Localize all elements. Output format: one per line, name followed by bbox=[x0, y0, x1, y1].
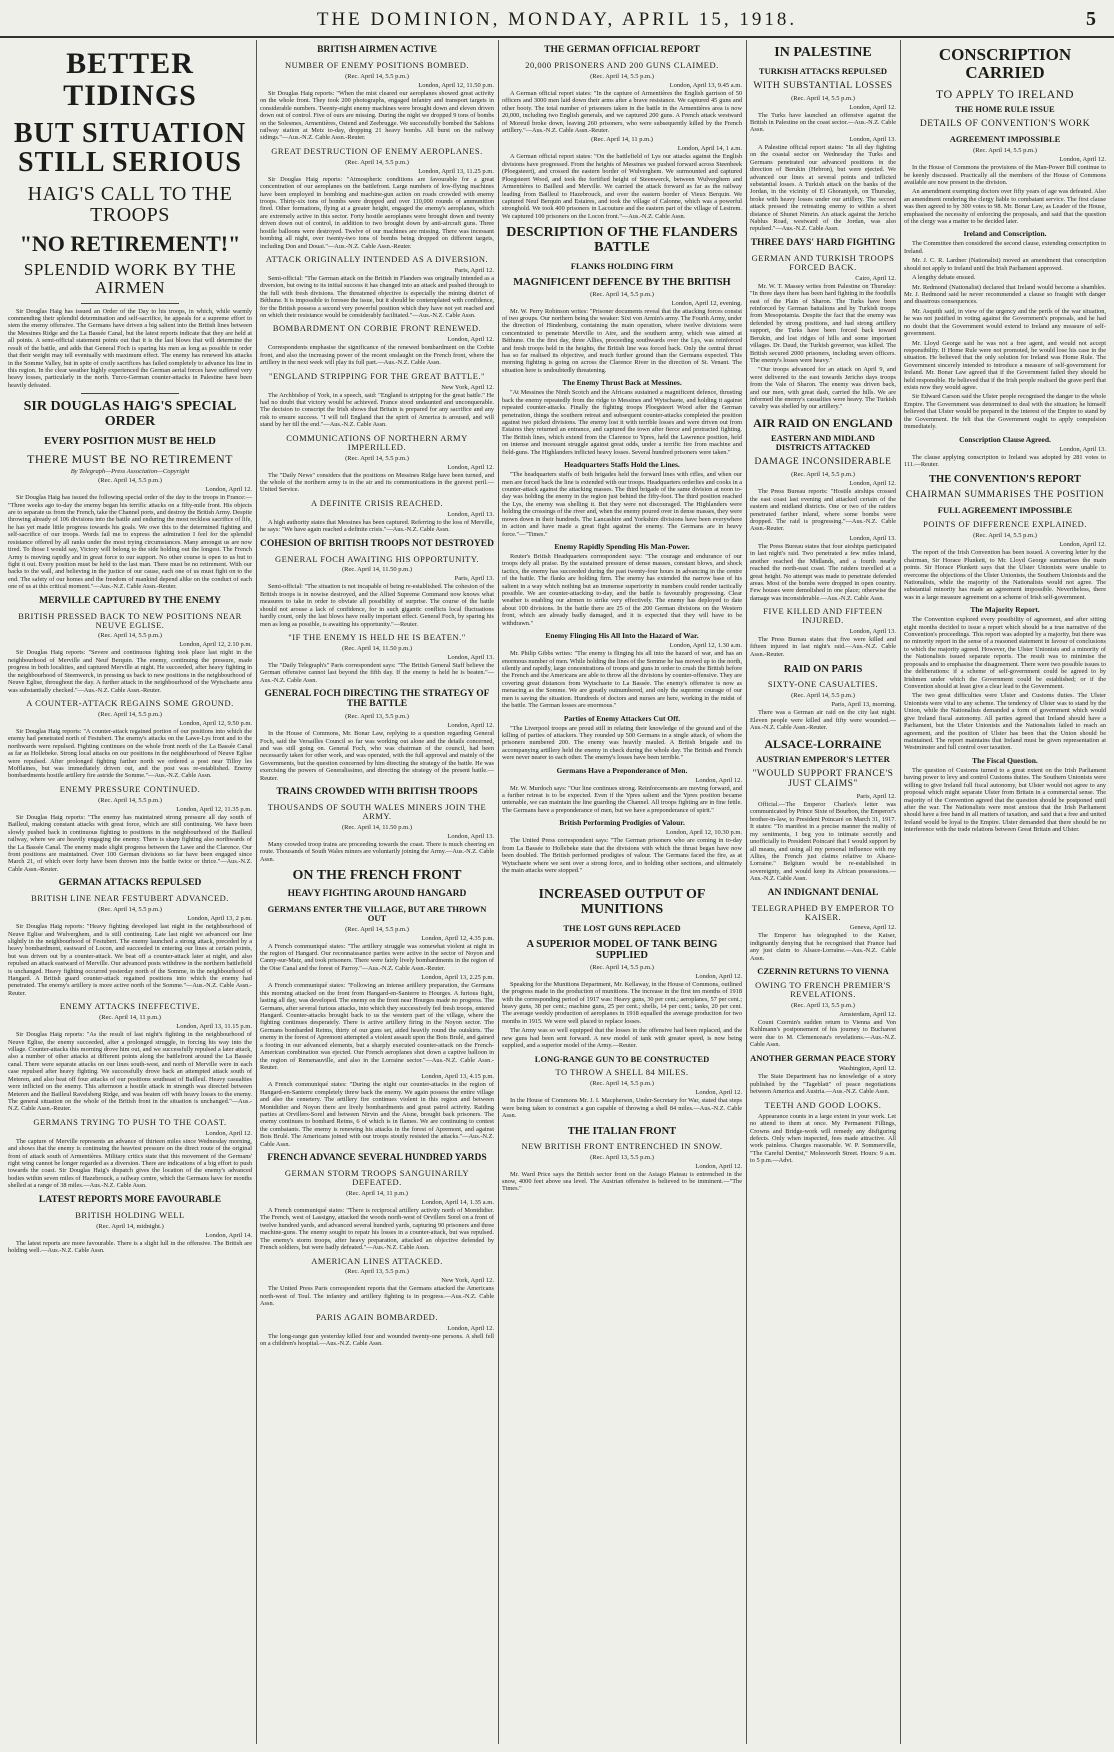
divider bbox=[81, 393, 179, 394]
article-body: "The Liverpool troops are proud still in relating their knowledge of the ground and of the killing of parties of attackers. They rounded up 500 Germans in a single attack, of whom the prisoners numbered 200. The enemy was heavily mauled. A British brigade and its accompanying artillery held the enemy in check during the whole day. The British and French were never nearer to each other. The enemy's losses have been terrible." bbox=[502, 724, 742, 762]
article-body: Sir Douglas Haig has issued the following special order of the day to the troops in France:— "Three weeks ago to-day the enemy began his terrific attacks on a fifty-mile front. His objects are to separate us from the French, take the Channel ports, and destroy the British Army. Despite throwing already of 106 divisions into the battle and enduring the most reckless sacrifice of life, he has yet made little progress towards his goals. We owe this to the determined fighting and self-sacrifice of our troops. Words fail me to express the admiration I feel for the splendid resistance offered by all ranks under the most trying circumstances. Many amongst us are now tired. To those I would say, Victory will belong to the side holding out the longest. The French Army is moving rapidly and in great force to our support. No other course is open to us but to fight it out. Every position must be held to the last man. There must be no retirement. With our backs to the wall, and believing in the justice of our cause, each one of us must fight on to the end. The safety of our homes and the freedom of mankind depend alike on the conduct of each one of us at this critical moment."—Aus.-N.Z. Cable Assn.-Reuter. bbox=[8, 494, 252, 591]
article-body: The capture of Merville represents an advance of thirteen miles since Wednesday morning, and shows that the enemy is continuing the heaviest pressure on the direct route of the original front of attack south of Armentières. Military critics state that this movement of the Germans' right wing cannot be longer regarded as a diversion. There are indications of a big effort to push towards the coast. Sir Douglas Haig's dispatch gives the location of the enemy's advanced bodies within seven miles of Hazebrouck, a railway centre, which the Germans have for months shelled at a range of 38 miles.—Aus.-N.Z. Cable Assn. bbox=[8, 1137, 252, 1190]
received-date: (Rec. April 14, 11 p.m.) bbox=[99, 1014, 161, 1022]
headline-communications: COMMUNICATIONS OF NORTHERN ARMY IMPERILLED. bbox=[286, 432, 468, 452]
received-date: (Rec. April 14, midnight.) bbox=[96, 1222, 164, 1230]
subhead-revelations: OWING TO FRENCH PREMIER'S REVELATIONS. bbox=[755, 980, 891, 999]
dateline: London, April 12. bbox=[205, 1129, 252, 1137]
received-date: (Rec. April 14, 5.5 p.m.) bbox=[345, 925, 409, 933]
headline-definite-crisis: A DEFINITE CRISIS REACHED. bbox=[310, 497, 443, 508]
article-body: "At Messines the Ninth Scotch and the Africans sustained a magnificent defence, thrusting back the enemy repeatedly from the ridge to Messines and Wytschaete, and holding it against repeated counter-attacks. Finally the fighting troops Ploegsteert Wood after the German penetration, things the southern retreat and subsequent counter-attacks completed the position against two picked divisions. The enemy lost it with terrible losses and were driven out from Estaires they returned an entrance, and captured the town after fierce and protracted fighting. The British lines, which extend from the Clarence to Ypres, held the Lawrence position, held on intense and incessant struggle against great odds, under a terrific fire from machine and field-guns. The Highlanders inflicted heavy losses. Several hundred prisoners were taken." bbox=[502, 389, 742, 456]
article-body: "The headquarters staffs of both brigades held the forward lines with rifles, and when our men are forced back the line is extended with our troops. Headquarters orderlies and cooks in a counter-attack against the attacking masses. The third brigade of the same division at noon to-day was holding the enemy in the region just behind the fifty-foot. The third position reached the Lys, the enemy was shelling it. But they were not discouraged. The Highlanders were holding the crossings of the river and, when the enemy poured over in dense masses, they were mown down in their hundreds. The Lancashire and Yorkshire divisions have been everywhere in action and have made a great fight against the enemy. The Germans are in heavy force."—"Times." bbox=[502, 471, 742, 538]
dateline: Washington, April 12. bbox=[838, 1065, 896, 1073]
article-body: Count Czernin's sudden return to Vienna and Von Kuhlmann's postponement of his journey to Bucharest were due to M. Clemenceau's revelations.—Aus.-N.Z. Cable Assn. bbox=[750, 1018, 896, 1049]
article-body: A French communiqué states: "There is reciprocal artillery activity north of Montdidier. The French, west of Lassigny, attacked the woods north-west of Orvillers Sorel on a front of twelve hundred yards, and advanced several hundred yards, capturing 90 prisoners and three machine-guns. The enemy sought to repair his losses in a counter-attack, but was repulsed. The enemy's storm troops, after heavy preparation, attacked an objective defended by French soldiers, but were badly defeated."—Aus.-N.Z. Cable Assn. bbox=[260, 1206, 494, 1252]
article-body: The "Daily Telegraph's" Paris correspondent says: "The British General Staff believe the German offensive cannot last beyond the fifth day. If the enemy is held he is beaten."—Aus.-N.Z. Cable Assn. bbox=[260, 661, 494, 684]
subhead-snow: NEW BRITISH FRONT ENTRENCHED IN SNOW. bbox=[521, 1140, 723, 1151]
article-body: Mr. J. C. R. Lardner (Nationalist) moved an amendment that conscription should not apply to Ireland until the Irish Parliament approved. bbox=[904, 257, 1106, 272]
dateline: London, April 12. bbox=[1059, 541, 1106, 549]
received-date: (Rec. April 13, 5.5 p.m.) bbox=[590, 1153, 654, 1161]
headline-foch-strategy: GENERAL FOCH DIRECTING THE STRATEGY OF THE BATTLE bbox=[264, 689, 490, 710]
article-body: A French communiqué states: "The artillery struggle was somewhat violent at night in the region of Hangard. Our reconnaissance parties were active in the sector of Noyon and Canny-sur-Matz, and took prisoners. There were fairly lively bombardments in the region of the Oise Canal and the forest of Parroy."—Aus.-N.Z. Cable Assn.-Reuter. bbox=[260, 942, 494, 972]
headline-air-raid: AIR RAID ON ENGLAND bbox=[753, 415, 893, 430]
article-body: Semi-official: "The German attack on the British in Flanders was originally intended as a diversion, but owing to its initial success it has changed into an attack and pushed through to the full with fresh divisions. The threatened objective is especially the mining district of Béthune. It is impossible to foresee the issue, but it should be contemplated with confidence, for the British possess a second very powerful position which they have not yet reached and on which their resistance would be considerably facilitated."—Aus.-N.Z. Cable Assn. bbox=[260, 274, 494, 320]
received-date: (Rec. April 13, 5.5 p.m.) bbox=[345, 1268, 409, 1276]
subhead-foch-awaiting: GENERAL FOCH AWAITING HIS OPPORTUNITY. bbox=[274, 553, 480, 564]
headline-flanders-battle: DESCRIPTION OF THE FLANDERS BATTLE bbox=[506, 225, 738, 255]
column-1 bbox=[8, 40, 252, 1744]
subhead-flanks-firm: FLANKS HOLDING FIRM bbox=[570, 260, 674, 271]
dateline: Amsterdam, April 12. bbox=[839, 1010, 896, 1018]
headline-german-official: THE GERMAN OFFICIAL REPORT bbox=[544, 45, 700, 55]
article-body: The long-range gun yesterday killed four and wounded twenty-one persons. A shell fell on a children's hospital.—Aus.-N.Z. Cable Assn. bbox=[260, 1332, 494, 1348]
dateline: London, April 12, 10.30 p.m. bbox=[665, 829, 742, 837]
headline-long-range-gun: LONG-RANGE GUN TO BE CONSTRUCTED bbox=[534, 1053, 710, 1064]
received-date: (Rec. April 14, 5.5 p.m.) bbox=[791, 94, 855, 102]
dateline: London, April 13, 2.25 p.m. bbox=[421, 974, 494, 982]
subhead-positions-bombed: NUMBER OF ENEMY POSITIONS BOMBED. bbox=[284, 59, 470, 70]
headline-enemy-pressure: ENEMY PRESSURE CONTINUED. bbox=[59, 783, 201, 794]
headline-latest-reports: LATEST REPORTS MORE FAVOURABLE bbox=[38, 1194, 222, 1205]
article-body: The Army was so well equipped that the losses in the offensive had been replaced, and the new guns had been sent forward. A new model of tank with greater speed, is now being supplied, and a superior model of the Army.—Reuter. bbox=[502, 1027, 742, 1050]
headline-german-attacks-repulsed: GERMAN ATTACKS REPULSED bbox=[58, 878, 202, 889]
headline-peace-story: ANOTHER GERMAN PEACE STORY bbox=[750, 1052, 896, 1063]
column-5 bbox=[904, 40, 1106, 1744]
dateline: London, April 13. bbox=[849, 628, 896, 636]
subhead-84-miles: TO THROW A SHELL 84 MILES. bbox=[555, 1067, 689, 1078]
subhead-storm-troops: GERMAN STORM TROOPS SANGUINARILY DEFEATED. bbox=[284, 1168, 470, 1188]
column-4 bbox=[750, 40, 896, 1744]
subhead-districts-attacked: EASTERN AND MIDLAND DISTRICTS ATTACKED bbox=[771, 433, 875, 453]
headline-five-killed: FIVE KILLED AND FIFTEEN INJURED. bbox=[763, 606, 883, 626]
dateline: London, April 12. bbox=[695, 776, 742, 784]
received-date: (Rec. April 14, 5.5 p.m.) bbox=[98, 796, 162, 804]
article-body: Many crowded troop trains are proceeding towards the coast. There is much cheering en route. Thousands of South Wales miners are voluntarily joining the Army.—Aus.-N.Z. Cable Assn. bbox=[260, 840, 494, 863]
article-body: The Press Bureau reports: "Hostile airships crossed the east coast last evening and attacked certain of the eastern and midland districts. One or two of the raiders penetrated farther inland, where some bombs were dropped. The raid is progressing."—Aus.-N.Z. Cable Assn.-Reuter. bbox=[750, 488, 896, 533]
received-date: (Rec. April 14, 5.5 p.m.) bbox=[98, 906, 162, 914]
subhead-points-difference: POINTS OF DIFFERENCE EXPLAINED. bbox=[923, 519, 1087, 530]
headline-czernin: CZERNIN RETURNS TO VIENNA bbox=[757, 966, 889, 977]
section-subhead: Headquarters Staffs Hold the Lines. bbox=[564, 460, 680, 470]
article-body: Mr. Asquith said, in view of the urgency and the perils of the war situation, he was not justified in voting against the Government's proposals, and he had no doubt that the Government would extend to Ireland any measure of self-government. bbox=[904, 307, 1106, 338]
article-summary: Sir Douglas Haig has issued an Order of the Day to his troops, in which, while warmly commending their splendid determination and self-sacrifice, he appeals for a supreme effort to stem the enemy offensive. The Germans have driven a big salient into the British lines between the Messines Ridge and the La Bassée Canal, but the latest reports indicate that they are held at all points. A semi-official statement points out that it is the last blows that will determine the result of the battle, and adds that General Foch is sparing his men as long as possible in order that their weight may tell eventually with maximum effect. The enemy has renewed his attacks in the Somme Valley, but in spite of costly sacrifices has failed completely to advance his line in this region. In the clear weather highly experienced the German aerial forces have suffered very heavy losses, particularly in the north. Turco-German counter-attacks in Palestine have been heavily defeated. bbox=[8, 307, 252, 389]
subhead-every-position: EVERY POSITION MUST BE HELD bbox=[44, 435, 216, 447]
article-body: The question of Customs turned to a great extent on the Irish Parliament having power to levy and control Customs duties. The Southern Unionists were willing to give Ireland full fiscal autonomy, but Ulster would not agree to any proposal which might separate Ulster from Britain in a commercial sense. The majority of the Convention agreed that the question should be postponed until after the war. The Nationalists were most anxious that the Irish Parliament should have a free hand in all matters of taxation, and said that a free and united Ireland would be loyal to the Empire. Ulster demanded that there should be no interference with the trade relations between Great Britain and Ulster. bbox=[904, 766, 1106, 834]
dateline: Cairo, April 12. bbox=[855, 274, 896, 282]
dateline: London, April 13, 9.45 a.m. bbox=[669, 81, 742, 89]
received-date: (Rec. April 13, 5.5 p.m.) bbox=[345, 713, 409, 721]
column-2 bbox=[260, 40, 494, 1744]
headline-indignant-denial: AN INDIGNANT DENIAL bbox=[767, 887, 879, 898]
subhead-no-retirement: THERE MUST BE NO RETIREMENT bbox=[27, 451, 233, 466]
headline-raid-paris: RAID ON PARIS bbox=[783, 664, 863, 676]
dateline: London, April 12. bbox=[695, 1089, 742, 1097]
headline-italian-front: THE ITALIAN FRONT bbox=[567, 1125, 677, 1137]
dateline: London, April 12, 2.10 p.m. bbox=[179, 641, 252, 649]
article-body: Mr. W. Murdoch says: "Our line continues strong. Reinforcements are moving forward, and a further retreat is to be expected. Even if the Ypres salient and the Ypres position became untenable, we can maintain the line guarding the Channel. All troops fighting are in fine fettle. The Germans have a preponderance of men, but we have a preponderance of spirit." bbox=[502, 784, 742, 814]
article-body: Correspondents emphasise the significance of the renewed bombardment on the Corbie front, and also the increasing power of the recent onslaught on the French front, where the artillery in the next week will play its full part.—Aus.-N.Z. Cable Assn. bbox=[260, 344, 494, 367]
headline-alsace-lorraine: ALSACE-LORRAINE bbox=[764, 736, 882, 751]
received-date: (Rec. April 14, 11 p.m.) bbox=[346, 1189, 408, 1197]
dateline: London, April 12. bbox=[447, 463, 494, 471]
section-subhead: Parties of Enemy Attackers Cut Off. bbox=[563, 713, 681, 723]
dateline: London, April 12, evening. bbox=[671, 299, 742, 307]
article-body: In the House of Commons, Mr. Bonar Law, replying to a question regarding General Foch, said the Versailles Council so far was working out alone and the details concerned, and was still going on. General Foch, who was chairman of the council, had been necessarily taken for other work, and was operated, with the full approval and mainly of the Governments, but the question concerned by him directing the strategy of the battle. He was exercising the powers of Generalissimo, and directing the strategy of the present battle.—Reuter. bbox=[260, 730, 494, 782]
received-date: (Rec. April 14, 5.5 p.m.) bbox=[345, 158, 409, 166]
page-number: 5 bbox=[1086, 8, 1096, 30]
subhead-chairman: CHAIRMAN SUMMARISES THE POSITION bbox=[905, 490, 1105, 501]
dateline: London, April 12. bbox=[447, 722, 494, 730]
article-body: The Press Bureau states that five were killed and fifteen injured in last night's raid.—Aus.-N.Z. Cable Assn.-Reuter. bbox=[750, 636, 896, 658]
dateline: London, April 12. bbox=[1059, 156, 1106, 164]
advertisement-body: Appearance counts in a large extent in your work. Let no attend to them at once. My Permanent Fillings, Crowns and Bridge-work will remedy any disfiguring defects. Only when inspected, fees made attractive. All work painless. Charges reasonable. W. P. Sommerville, "The Careful Dentist," Molesworth Street. Hours: 9 a.m. to 5 p.m.—Advt. bbox=[750, 1112, 896, 1165]
subhead-full-agreement: FULL AGREEMENT IMPOSSIBLE bbox=[937, 505, 1073, 516]
headline-french-advance: FRENCH ADVANCE SEVERAL HUNDRED YARDS bbox=[267, 1153, 487, 1164]
article-body: The Emperor has telegraphed to the Kaiser, indignantly denying that he recognised that France had any just claim to Alsace-Lorraine.—Aus.-N.Z. Cable Assn. bbox=[750, 932, 896, 962]
section-subhead: The Fiscal Question. bbox=[972, 755, 1038, 765]
subhead-convention-work: DETAILS OF CONVENTION'S WORK bbox=[919, 119, 1091, 130]
received-date: (Rec. April 14, 5.5 p.m.) bbox=[98, 477, 162, 485]
section-subhead: Germans Have a Preponderance of Men. bbox=[556, 765, 688, 775]
received-date: (Rec. April 14, 5.5 p.m.) bbox=[98, 710, 162, 718]
subhead-casualties: SIXTY-ONE CASUALTIES. bbox=[767, 679, 879, 690]
dateline: London, April 12. bbox=[695, 972, 742, 980]
subhead-magnificent-defence: MAGNIFICENT DEFENCE BY THE BRITISH bbox=[513, 276, 731, 288]
subhead-village-entered: GERMANS ENTER THE VILLAGE, BUT ARE THROWN OUT bbox=[267, 903, 487, 923]
dateline: London, April 13. bbox=[447, 832, 494, 840]
article-body: The Press Bureau states that four airships participated in last night's raid. Two penetrated a few miles inland, another reached the Midlands, and a fourth nearly reached the north-east coast. The raiders travelled at a great height. No attempt was made to penetrate defended areas. Most of the bombs were dropped in open country. Few houses were demolished in one place; otherwise the damage was inconsiderable.—Aus.-N.Z. Cable Assn. bbox=[750, 542, 896, 602]
article-body: The two great difficulties were Ulster and Customs duties. The Ulster Unionists were vital to any scheme. The tendency of Ulster was to stand by the Union, while the Nationalists demanded a form of government which would give Ireland fiscal autonomy. All parties agreed that Ireland should have a Parliament, but the Ulster Unionists and the Nationalists failed to reach an agreement, and the position of Ulster has been that the Union should be maintained. The report maintains that Ireland must be given representation at Westminster and full control over taxation. bbox=[904, 692, 1106, 752]
subhead-just-claims: "WOULD SUPPORT FRANCE'S JUST CLAIMS" bbox=[752, 769, 894, 789]
column-rule bbox=[746, 40, 747, 1744]
subhead-hangard: HEAVY FIGHTING AROUND HANGARD bbox=[287, 888, 467, 899]
headline-corbie: BOMBARDMENT ON CORBIE FRONT RENEWED. bbox=[272, 323, 482, 334]
column-3 bbox=[502, 40, 742, 1744]
article-body: Sir Douglas Haig reports: "As the result of last night's fighting in the neighbourhood of Neuve Eglise, the enemy succeeded, after a prolonged struggle, in forcing his way into the village. Counter-attacks this morning drove him out, and we successfully repulsed a later attack, also a number of other attacks at different points along the battlefront around the La Bassée canal. There were separate attacks on our lines south-west, and north of Merville were in each case repulsed after heavy fighting. We successfully drove back an attempted attack south of Meteren, and also beat off four attacks of our positions southeast of Bailleul. Heavy casualties were inflicted on the enemy. This afternoon a hostile attack in strength was directed between Meteren and the Bailleul Ravelsberg Ridge, and was beaten off with heavy losses to the enemy. The general situation on the whole of the British front in the situation is unchanged."—Aus.-N.Z. Cable Assn.-Reuter. bbox=[8, 1031, 252, 1113]
dateline: London, April 14, 1.35 a.m. bbox=[421, 1198, 494, 1206]
headline-palestine: IN PALESTINE bbox=[774, 45, 872, 60]
dateline: Paris, April 12. bbox=[454, 266, 494, 274]
received-date: (Rec. April 14, 5.5 p.m.) bbox=[345, 454, 409, 462]
received-date: (Rec. April 14, 11.50 p.m.) bbox=[342, 566, 412, 574]
article-body: A high authority states that Messines has been captured. Referring to the loss of Merville, he says: "We have again reached a definite crisis."—Aus.-N.Z. Cable Assn. bbox=[260, 518, 494, 534]
dateline: London, April 13, 4.15 p.m. bbox=[421, 1073, 494, 1081]
dateline: London, April 12. bbox=[695, 1162, 742, 1170]
headline-american-lines: AMERICAN LINES ATTACKED. bbox=[311, 1255, 443, 1266]
byline: By Telegraph—Press Association—Copyright bbox=[70, 468, 190, 476]
dateline: Paris, April 12. bbox=[856, 792, 896, 800]
article-body: Official.—The Emperor Charles's letter was communicated by Prince Sixte of Bourbon, the Emperor's brother-in-law, to President Poincaré on March 31, 1917. It states: "To manifest in a precise manner the reality of my sentiments, I beg you to intimate secretly and unofficially to President Poincaré that I would support by all means, and using all my personal influence with my Allies, the French just claims relative to Alsace-Lorraine." Belgium would be re-established in sovereignty, and would keep its African possessions.—Aus.-N.Z. Cable Assn. bbox=[750, 800, 896, 883]
dateline: New York, April 12. bbox=[441, 1277, 494, 1285]
article-body: The report of the Irish Convention has been issued. A covering letter by the chairman, Sir Horace Plunkett, to Mr. Lloyd George summarises the main points. Sir Horace Plunkett says that the Ulster Unionists were unable to overcome the objections of the Ulster Unionists, the Southern Unionists and the Nationalists, while the majority of the Nationalists would not agree. The substantial minority has made an agreement impossible. Nevertheless, there was in a large measure agreement on a scheme of Irish self-government. bbox=[904, 549, 1106, 601]
headline-advertisement: TEETH AND GOOD LOOKS. bbox=[764, 1099, 882, 1110]
dateline: London, April 12, 1.30 a.m. bbox=[669, 642, 742, 650]
subhead-forced-back: GERMAN AND TURKISH TROOPS FORCED BACK. bbox=[751, 252, 895, 272]
dateline: London, April 13. bbox=[447, 510, 494, 518]
headline-haigs-call: HAIG'S CALL TO THE TROOPS bbox=[27, 182, 233, 226]
article-body: Sir Douglas Haig reports: "Atmospheric conditions are favourable for a great concentration of our aeroplanes on the battlefront. Large numbers of low-flying machines have been employed in bombing and machine-gun action on roads crowded with enemy troops. Thirty-six tons of bombs were dropped and over 110,000 rounds of ammunition fired. Other formations, flying at a greater height, engaged the enemy's aeroplanes, which are extremely active in this sector. Forty hostile aeroplanes were brought down and twenty driven down out of control, in addition to two brought down by anti-aircraft guns. Three hostile balloons were destroyed. Twelve of our machines are missing. There was incessant bombing all night, over twenty-two tons of bombs being dropped on different targets, including Don and Douai."—Aus.-N.Z. Cable Assn.-Reuter. bbox=[260, 175, 494, 250]
dateline: London, April 14, 1 a.m. bbox=[677, 145, 742, 153]
dateline: London, April 12. bbox=[849, 480, 896, 488]
subhead-holding-well: BRITISH HOLDING WELL bbox=[75, 1209, 185, 1220]
article-body: Sir Douglas Haig reports: "Heavy fighting developed last night in the neighbourhood of Neuve Eglise and Wulverghem, and is still continuing. Late last night we advanced our line slightly in the neighbourhood of Festubert. The enemy launched a strong attack, preceded by a heavy bombardment, eastward of Locon, and succeeded in entering our lines at certain points, but was driven out by a counter-attack. We beat off a counter-attack later at night, and also repulsed an attack eastward of Merville. Our advanced posts withdrew in the northern battlefield is unchanged. Heavy fighting occurred yesterday north of the Somme, in the neighbourhood of Hangard. A British guard counter-attack regained positions into which the enemy had penetrated. The enemy's artillery is more active north of the Somme."—Aus.-N.Z. Cable Assn.-Reuter. bbox=[8, 923, 252, 997]
subhead-emperors-letter: AUSTRIAN EMPEROR'S LETTER bbox=[756, 754, 890, 765]
article-body: The Convention explored every possibility of agreement, and after sitting eight months decided to issue a report which should be a true narrative of the Convention's proceedings. This report was adopted by a majority, but there was no minority report in the sense of a reasoned statement in favour of conclusions to which the majority agreed. However, the Ulster Unionists and a minority of the Nationalists issued separate reports. The result was to minimise the proposals and to emphasise the disagreement. There were two possible issues to the deliberations: if a scheme of self-government could be agreed to by Irishmen under which the Government could be established; or if the Convention should at least give a clear lead to the Government. bbox=[904, 616, 1106, 691]
subhead-wales-miners: THOUSANDS OF SOUTH WALES MINERS JOIN THE ARMY. bbox=[267, 802, 487, 821]
headline-convention-report: THE CONVENTION'S REPORT bbox=[929, 474, 1081, 486]
divider bbox=[81, 303, 179, 304]
article-body: Reuter's British Headquarters correspondent says: "The courage and endurance of our troops defy all praise. By the sustained pressure of dense masses, constant blows, and shock tactics, the enemy has succeeded during the past twenty-four hours in advancing in the centre of the battle. The flanks are holding firm. The enemy has extended the narrow base of his salient in a way which nothing but an immense superiority in numbers could render tactically possible. We are counter-attacking to-day, and the battle is favourably progressing. Clear weather is enabling our airmen to strike very effectively. The enemy has deployed to date about 100 divisions. In the battle there are 25 of the 200 German divisions on the Western front, which are already badly damaged, and it is expected that they will have to be withdrawn." bbox=[502, 552, 742, 627]
subhead-prisoners-claimed: 20,000 PRISONERS AND 200 GUNS CLAIMED. bbox=[525, 59, 719, 70]
dateline: London, April 12. bbox=[849, 103, 896, 111]
received-date: (Rec. April 13, 5.5 p.m.) bbox=[791, 1001, 855, 1009]
article-body: In the House of Commons the provisions of the Man-Power Bill continue to be keenly discussed. Practically all the members of the House of Commons available are now present in the division. bbox=[904, 164, 1106, 186]
headline-special-order: SIR DOUGLAS HAIG'S SPECIAL ORDER bbox=[23, 399, 237, 429]
received-date: (Rec. April 14, 5.5 p.m.) bbox=[791, 692, 855, 700]
headline-enemy-held: "IF THE ENEMY IS HELD HE IS BEATEN." bbox=[288, 631, 466, 642]
dateline: London, April 13, 2 p.m. bbox=[187, 915, 252, 923]
received-date: (Rec. April 14, 5.5 p.m.) bbox=[590, 1080, 654, 1088]
article-body: The United Press correspondent says: "The German prisoners who are coming in to-day from La Bassée to Hollebeke state that the divisions with which the thrust began have now been doubled. The British performed prodigies of valour. The Germans faced the fire, as at Wytschaete where we sent over a strong force, and to holding other sections, and ultimately the main attacks were stopped." bbox=[502, 837, 742, 874]
headline-england-stripping: "ENGLAND STRIPPING FOR THE GREAT BATTLE." bbox=[268, 370, 486, 381]
subhead-substantial-losses: WITH SUBSTANTIAL LOSSES bbox=[753, 80, 893, 91]
article-body: Mr. Philip Gibbs writes: "The enemy is flinging his all into the hazard of war, and has an enormous number of men. While holding the lines of the Somme he has moved up to the north, silently and rapidly, large concentrations of troops and guns in order to crush the British before the French and the Americans are able to throw all the divisions by counter-offensive. They are covering great distances from Wytschaete to La Bassée. The enemy's offensive is now as menacing as the Somme. We are greatly outnumbered, and only the supreme courage of our men is saving the situation. Hundreds of doctors and nurses are here, working in the midst of the battle. The German losses are enormous." bbox=[502, 650, 742, 710]
dateline: London, April 12. bbox=[447, 336, 494, 344]
headline-attacks-ineffective: ENEMY ATTACKS INEFFECTIVE. bbox=[59, 1001, 201, 1012]
article-body: Semi-official: "The situation is not incapable of being re-established. The cohesion of the British troops is in nowise destroyed, and the Allied Supreme Command now knows what measures to take in order to obviate all possibility of surprise. The course of the battle should not arouse a lack of confidence, for in such gigantic conflicts local fluctuations hardly count, only the last blows have really important effect. General Foch, by sparing his men as long as possible, is awaiting his opportunity."—Reuter. bbox=[260, 583, 494, 628]
received-date: (Rec. April 14, 5.5 p.m.) bbox=[973, 532, 1037, 540]
article-body: Sir Douglas Haig reports: "The enemy has maintained strong pressure all day south of Bailleul, making constant attacks with great force, which are still continuing. We have been slowly pushed back in continuous fighting to positions in the neighbourhood of the Bailleul railway, where we are heavily engaging the enemy. There is sharp fighting also northwards of the La Bassée Canal. The enemy made slight progress between the Lawe and the Clarence. Our front positions are maintained. Over 100 German divisions so far have been engaged since March 21, of which over forty have been thrown into the battle twice or thrice."—Aus.-N.Z. Cable Assn.-Reuter. bbox=[8, 813, 252, 873]
article-body: The clause applying conscription to Ireland was adopted by 281 votes to 111.—Reuter. bbox=[904, 453, 1106, 469]
article-body: The State Department has no knowledge of a story published by the "Tageblatt" of peace negotiations between America and Austria.—Aus.-N.Z. Cable Assn. bbox=[750, 1073, 896, 1096]
dateline: London, April 12, 11.50 p.m. bbox=[418, 81, 494, 89]
subhead-festubert: BRITISH LINE NEAR FESTUBERT ADVANCED. bbox=[31, 893, 229, 904]
headline-paris-bombarded: PARIS AGAIN BOMBARDED. bbox=[316, 1311, 438, 1322]
article-body: Mr. Lloyd George said he was not a free agent, and would not accept responsibility. If Home Rule were not promoted, he would lose his case in the situation. He believed that the only solution for Ireland was Home Rule. The Government sincerely intended to introduce a measure of self-government for Ireland. Mr. Bonar Law agreed that if the Government failed they should be held responsible. He believed that if the Irish people realised the grave peril that exists now they would agree. bbox=[904, 339, 1106, 392]
received-date: (Rec. April 14, 11.50 p.m.) bbox=[342, 644, 412, 652]
headline-hard-fighting: THREE DAYS' HARD FIGHTING bbox=[750, 237, 896, 248]
headline-airmen-active: BRITISH AIRMEN ACTIVE bbox=[317, 45, 437, 55]
received-date: (Rec. April 14, 5.5 p.m.) bbox=[590, 290, 654, 298]
dateline: London, April 13, 11.15 p.m. bbox=[176, 1023, 252, 1031]
section-subhead: Conscription Clause Agreed. bbox=[959, 434, 1051, 444]
dateline: London, April 13. bbox=[1059, 445, 1106, 453]
received-date: (Rec. April 14, 5.5 p.m.) bbox=[98, 632, 162, 640]
dateline: London, April 13. bbox=[849, 135, 896, 143]
headline-cohesion: COHESION OF BRITISH TROOPS NOT DESTROYED bbox=[260, 538, 494, 549]
subhead-telegraphed: TELEGRAPHED BY EMPEROR TO KAISER. bbox=[751, 902, 895, 922]
article-body: Mr. W. T. Massey writes from Palestine on Thursday: "In three days there has been hard fighting in the foothills east of the Plain of Sharon. The Turks have been reinforced by German battalions and by Turkish troops from Mesopotamia. Despite the fact that the enemy was defended by strong positions, and had strong artillery support, the Turks have been forced back toward Berukin, and lost ridges of hills and some important villages. Dr. Daud, the Turkish governor, was killed. The British secured 2000 prisoners, including seven officers. The enemy's losses were heavy." bbox=[750, 282, 896, 364]
headline-munitions: INCREASED OUTPUT OF MUNITIONS bbox=[538, 887, 706, 918]
headline-destruction-aeroplanes: GREAT DESTRUCTION OF ENEMY AEROPLANES. bbox=[271, 145, 483, 156]
headline-diversion: ATTACK ORIGINALLY INTENDED AS A DIVERSION. bbox=[265, 253, 489, 264]
dateline: London, April 13. bbox=[447, 653, 494, 661]
article-body: Sir Edward Carson said the Ulster people recognised the danger to the whole Empire. The Government was determined to deal with the situation; he himself believed that Ulster would be prepared in the interest of the Empire to stand by the Government. He felt that the Government ought to apply compulsion immediately. bbox=[904, 393, 1106, 431]
newspaper-title: THE DOMINION, MONDAY, APRIL 15, 1918. bbox=[316, 9, 798, 30]
section-subhead: The Enemy Thrust Back at Messines. bbox=[562, 378, 682, 388]
headline-no-retirement: "NO RETIREMENT!" bbox=[19, 230, 241, 256]
dateline: London, April 14. bbox=[205, 1231, 252, 1239]
article-body: The United Press Paris correspondent reports that the Germans attacked the Americans north-west of Toul. The infantry and artillery fighting is in progress.—Aus.-N.Z. Cable Assn. bbox=[260, 1285, 494, 1308]
article-body: In the House of Commons Mr. J. I. Macpherson, Under-Secretary for War, stated that steps were being taken to construct a gun capable of throwing a shell 84 miles.—Aus.-N.Z. Cable Assn. bbox=[502, 1097, 742, 1120]
headline-situation-serious: BUT SITUATION STILL SERIOUS bbox=[13, 118, 247, 179]
subhead-ireland: TO APPLY TO IRELAND bbox=[935, 86, 1075, 101]
dateline: Paris, April 13, morning. bbox=[831, 701, 896, 709]
article-body: There was a German air raid on the city last night. Eleven people were killed and fifty were wounded.—Aus.-N.Z. Cable Assn.-Reuter. bbox=[750, 709, 896, 732]
headline-push-to-coast: GERMANS TRYING TO PUSH TO THE COAST. bbox=[33, 1116, 227, 1127]
dateline: London, April 12, 11.35 p.m. bbox=[176, 805, 252, 813]
section-subhead: British Performing Prodigies of Valour. bbox=[559, 818, 685, 828]
headline-merville-captured: MERVILLE CAPTURED BY THE ENEMY bbox=[39, 595, 221, 606]
column-rule bbox=[900, 40, 901, 1744]
received-date: (Rec. April 14, 5.5 p.m.) bbox=[791, 471, 855, 479]
subhead-turkish-attacks: TURKISH ATTACKS REPULSED bbox=[758, 65, 888, 76]
article-body: The latest reports are more favourable. There is a slight lull in the offensive. The British are holding well.—Aus.-N.Z. Cable Assn. bbox=[8, 1239, 252, 1255]
subhead-home-rule: THE HOME RULE ISSUE bbox=[955, 104, 1055, 115]
masthead bbox=[0, 0, 1114, 38]
article-body: A German official report states: "On the battlefield of Lys our attacks against the English divisions have progressed. From the heights of Messines we pushed forward across Steenbeek (Ploegsteert), and crossed the eastern border of Wulverghem. We surmounted and captured Ploegsteert Wood, and took the fortified height of Steenwerck, between Wulverghem and Armentières to Bailleul and Merville. We carried the attack forward as far as the railway leading from Bailleul to Hazebrouck, and over the eastern border of Vieux Berquin. We captured Neuf Berquin and Estaires, and took the village of Calonne, which was a powerful stronghold. We took 400 prisoners in Lacouture and the eastern part of the village of Lestrem. We captured 100 prisoners on the Locon front."—Aus.-N.Z. Cable Assn. bbox=[502, 153, 742, 220]
headline-splendid-airmen: SPLENDID WORK BY THE AIRMEN bbox=[23, 259, 237, 297]
subhead-damage: DAMAGE INCONSIDERABLE bbox=[754, 457, 892, 468]
article-body: A lengthy debate ensued. bbox=[912, 274, 976, 282]
headline-conscription: CONSCRIPTION CARRIED bbox=[938, 45, 1072, 82]
dateline: London, April 12. bbox=[205, 486, 252, 494]
subhead-agreement-impossible: AGREEMENT IMPOSSIBLE bbox=[949, 134, 1061, 145]
article-body: Sir Douglas Haig reports: "A counter-attack regained portion of our positions into which the enemy had penetrated north of Festubert. The enemy's attacks on the Lawe-Lys front and to the northwards were repulsed. Fighting continues on the whole front north of the La Bassée Canal as far as Hollebeke. Strong local attacks on our positions in the neighbourhood of Neuve Eglise were repulsed. After prolonged fighting farther north we ordered a post near Tilloy les Mofflaines, but was immediately driven out, and the post was re-established. Enemy bombardments hostile artillery fire astride the Somme."—Aus.-N.Z. Cable Assn. bbox=[8, 727, 252, 780]
dateline: London, April 12. bbox=[447, 1324, 494, 1332]
article-body: Speaking for the Munitions Department, Mr. Kellaway, in the House of Commons, outlined the progress made in the production of munitions. The increase in the first ten months of 1918 with the corresponding period of 1917 was: Heavy guns, 30 per cent.; aeroplanes, 57 per cent.; heavy guns, 38 per cent.; machine guns, 25 per cent.; shells, 14 per cent.; tanks, 20 per cent. The average weekly production of aeroplanes in 1918 equalled the average production for two months in 1915. We were well placed to replace losses. bbox=[502, 980, 742, 1025]
headline-better-tidings: BETTER TIDINGS bbox=[63, 47, 197, 112]
headline-counter-attack: A COUNTER-ATTACK REGAINS SOME GROUND. bbox=[26, 698, 234, 709]
dateline: New York, April 12. bbox=[441, 383, 494, 391]
dateline: London, April 12, 4.35 p.m. bbox=[421, 934, 494, 942]
dateline: Paris, April 13. bbox=[454, 575, 494, 583]
article-body: Mr. W. Perry Robinson writes: "Prisoner documents reveal that the attacking forces consist of two groups. Our northern being the weaker: Sixt von Armin's army. The Fourth Army, under the direction of Hindenburg, containing the main operation, where twelve divisions were concentrated to penetrate Merville to Aire, and the southern army, which was aimed at Béthune. On the first day, three Allies, proceeding southwards over the Lys, was reinforced and fresh troops held in the heights, the British line was forced back. Only the central thrust has so far realised its objective, and much further ground than the Germans expected. This morning fighting is going on across the Clarence River in the direction of St. Venant. The situation here is undoubtedly threatening. bbox=[502, 307, 742, 374]
received-date: (Rec. April 14, 11 p.m.) bbox=[591, 136, 653, 144]
article-body: The Turks have launched an offensive against the British in Palestine on the coast sector.—Aus.-N.Z. Cable Assn. bbox=[750, 111, 896, 134]
article-body: The "Daily News" considers that the positions on Messines Ridge have been turned, and the whole of the northern army is in the air and its communications in the gravest peril.—United Service. bbox=[260, 471, 494, 494]
article-body: A French communiqué states: "During the night our counter-attacks in the region of Hangard-en-Santerre completely threw back the enemy. We again possess the entire village and also the cemetery. The artillery fire continues violent in this region and between Montdidier and Noyon there are lively bombardments and great patrol activity. Raiding parties at Orvillers-Sorel and between Nirvin and the Aisne, brought back prisoners. The enemy continues to bombard Reims, 6 of which is in flames. We are continuing to contest the combatants. The enemy is renewing his attacks in the forest of Apremont, and against Bois Brulé. The Americans joined with our troops stoutly resisted the attacks."—Aus.-N.Z. Cable Assn. bbox=[260, 1081, 494, 1148]
received-date: (Rec. April 14, 5.5 p.m.) bbox=[973, 147, 1037, 155]
article-body: The Archbishop of York, in a speech, said: "England is stripping for the great battle." He had no doubt that victory would be achieved. France stood undaunted and unconquerable. The decision to conscript the Irish shows that Britain is prepared for any sacrifice and any risk to ensure success. "I will tell England that the spirit of America is aroused, and will stand by her till the end."—Aus.-N.Z. Cable Assn. bbox=[260, 391, 494, 429]
subhead-british-pressed: BRITISH PRESSED BACK TO NEW POSITIONS NEAR NEUVE EGLISE. bbox=[18, 610, 242, 630]
dateline: Geneva, April 12. bbox=[849, 924, 896, 932]
received-date: (Rec. April 14, 5.5 p.m.) bbox=[590, 72, 654, 80]
received-date: (Rec. April 14, 5.5 p.m.) bbox=[345, 72, 409, 80]
subhead-lost-guns: THE LOST GUNS REPLACED bbox=[563, 922, 681, 933]
article-body: A French communiqué states: "Following an intense artillery preparation, the Germans this morning attacked on the front from Hangard-en-Santerre to Hourges. A furious fight, lasting all day, was developed. The enemy on the front near Hourges made no progress. The Germans, after several furious attacks, into which they successively fed fresh troops, entered Hangard. Counter-attacks brought back to us the western part of the village, where the fighting continues desperately. There is active artillery firing in the Noyon sector. The Germans bombarded Reims, thirty of our guns set, aided heavily round the outskirts. The enemy in the forest of Apremont attempted a violent assault upon the Bois Brulé, and gained a footing in our advanced elements, but a sharply executed counter-attack on the French-American combination was ejected. Our French aeroplanes shot down a captive balloon in the region of Remenauville, and also in the Lorraine sector."—Aus.-N.Z. Cable Assn.-Reuter. bbox=[260, 982, 494, 1071]
section-subhead: Enemy Rapidly Spending His Man-Power. bbox=[554, 541, 690, 551]
headline-french-front: ON THE FRENCH FRONT bbox=[292, 868, 462, 884]
article-body: Sir Douglas Haig reports: "When the mist cleared our aeroplanes showed great activity on the whole front. They took 200 photographs, engaged infantry and transport targets in considerable numbers. Twenty-eight enemy machines were brought down and eleven driven down out of control. Five of ours are missing. During the night we dropped 9 tons of bombs on the Solesmes, Armentières, Ostend and Zeebrugge. We successfully bombed the Sablons railway station at Metz to-day, dropping 21 heavy bombs. All burst on the railway sidings."—Aus.-N.Z. Cable Assn.-Reuter. bbox=[260, 89, 494, 142]
received-date: (Rec. April 14, 5.5 p.m.) bbox=[590, 963, 654, 971]
section-subhead: Enemy Flinging His All Into the Hazard of War. bbox=[545, 631, 699, 641]
dateline: London, April 12, 9.50 p.m. bbox=[179, 719, 252, 727]
subhead-superior-tank: A SUPERIOR MODEL OF TANK BEING SUPPLIED bbox=[526, 938, 718, 961]
received-date: (Rec. April 14, 11.50 p.m.) bbox=[342, 823, 412, 831]
section-subhead: The Majority Report. bbox=[970, 605, 1040, 615]
section-subhead: Ireland and Conscription. bbox=[963, 229, 1047, 239]
article-body: A Palestine official report states: "In all day fighting on the coastal sector on Wednesday the Turks and Germans penetrated our advanced positions in the direction of Berukin (Hebron), but were ejected. We advanced our lines at several points and inflicted substantial losses. A Turkish attack on the banks of the Jordan, in the vicinity of El Ghoraniyeh, on Thursday, broke with heavy losses under our artillery. The second attack pressed the retreating enemy to within a short distance of Shunet Nimrin. An attack against the Jericho Nablus Road, westward of the Jordan, was also repulsed."—Aus.-N.Z. Cable Assn. bbox=[750, 143, 896, 233]
article-body: An amendment exempting doctors over fifty years of age was defeated. Also an amendment rendering the clergy liable to combatant service. The first clause was then agreed to by 300 votes to 98. Mr. Bonar Law, as Leader of the House, emphasised the necessity of enforcing the proposals, and said that the question of the clergy was a matter to be decided later. bbox=[904, 188, 1106, 226]
column-rule bbox=[498, 40, 499, 1744]
article-body: Sir Douglas Haig reports: "Severe and continuous fighting took place last night in the neighbourhood of Merville and Neuf Berquin. The enemy, continuing the pressure, made progress in both localities, and captured Merville at night. He succeeded, after heavy fighting in the neighbourhood of Steenwerck, in pressing us back to new positions in the neighbourhood of Neuve Eglise, throughout the day. A further attack in the neighbourhood of the Wytschaete area was substantially checked."—Aus.-N.Z. Cable Assn.-Reuter. bbox=[8, 649, 252, 694]
article-body: Mr. Ward Price says the British sector front on the Asiago Plateau is entrenched in the snow, 4000 feet above sea level. The Austrian offensive is believed to be imminent.—"The Times." bbox=[502, 1170, 742, 1193]
headline-trains-crowded: TRAINS CROWDED WITH BRITISH TROOPS bbox=[276, 787, 478, 798]
column-rule bbox=[256, 40, 257, 1744]
article-body: A German official report states: "In the capture of Armentières the English garrison of 50 officers and 3000 men laid down their arms after a brave resistance. We captured 45 guns and other booty. The total number of prisoners taken in the battle in the Armentières area is now 20,000, including two English generals, and we captured 200 guns. A French attack westward of Moreuil broke down, leaving 260 prisoners, who were subsequently killed by the French artillery."—Aus.-N.Z. Cable Assn.-Reuter. bbox=[502, 89, 742, 134]
article-body: "Our troops advanced for an attack on April 9, and were delivered to the east towards Jericho days troops from the Vale of Sharon. The enemy was driven back, and our men, with great dash, carried the hills. We are informed the enemy's casualties were heavy. The Turkish cavalry was shelled by our artillery." bbox=[750, 366, 896, 411]
article-body: Mr. Redmond (Nationalist) declared that Ireland would become a shambles. Mr. J. Redmond said he never recommended a clause so fraught with danger and disastrous consequences. bbox=[904, 283, 1106, 306]
dateline: London, April 13, 11.25 p.m. bbox=[418, 167, 494, 175]
article-body: The Committee then considered the second clause, extending conscription to Ireland. bbox=[904, 240, 1106, 255]
dateline: London, April 13. bbox=[849, 534, 896, 542]
